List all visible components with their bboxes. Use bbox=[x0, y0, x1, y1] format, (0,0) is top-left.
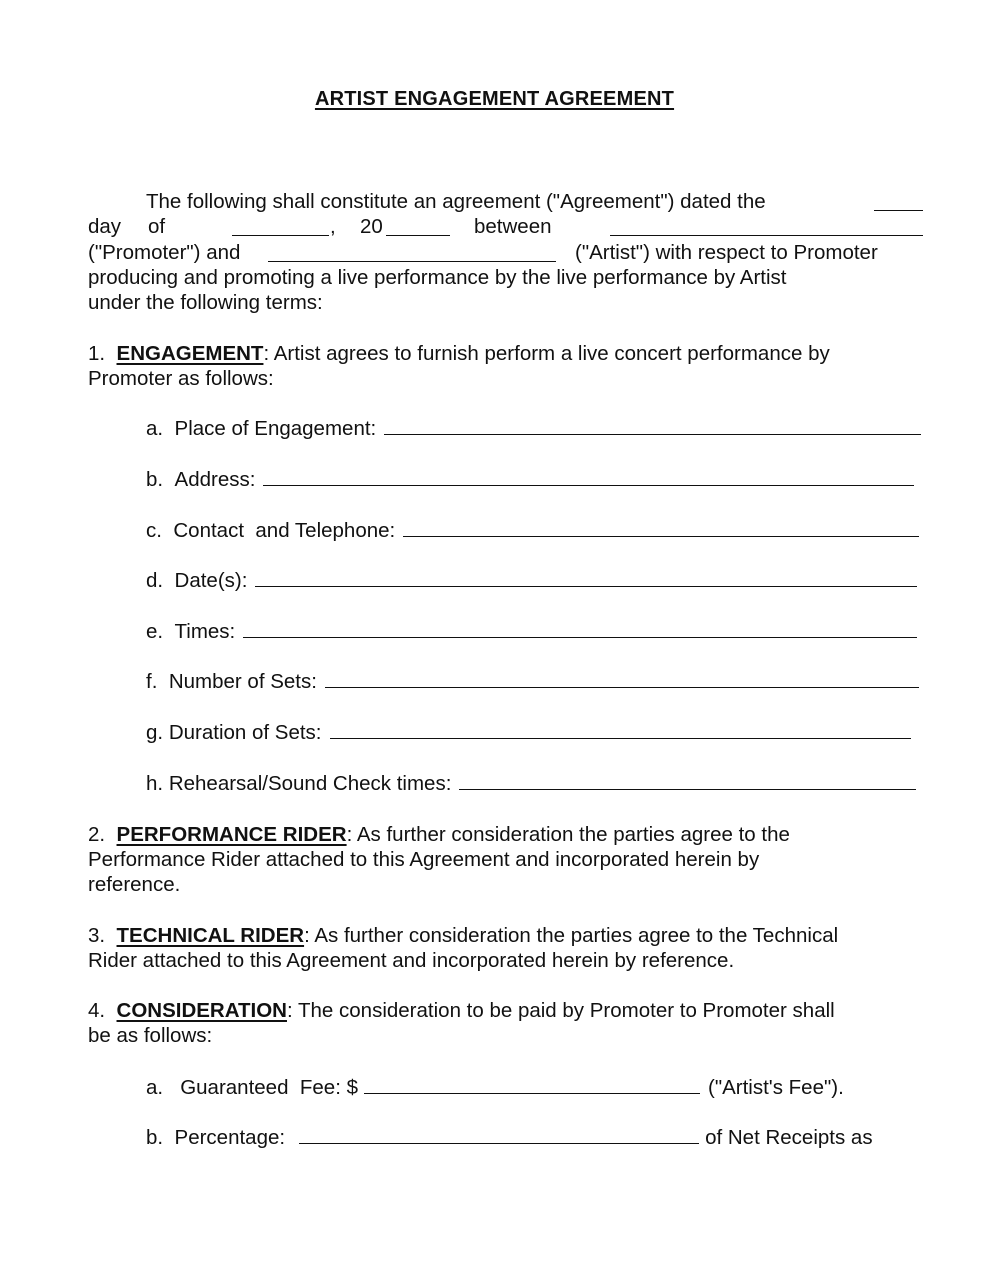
section-4-line-2: be as follows: bbox=[88, 1024, 213, 1047]
engagement-item-e: e. Times: bbox=[146, 619, 917, 644]
intro-line-5: under the following terms: bbox=[88, 291, 323, 314]
artist-name-blank[interactable] bbox=[268, 243, 556, 262]
section-2-line-2: Performance Rider attached to this Agreement and incorporated herein by bbox=[88, 848, 760, 871]
engagement-item-c: c. Contact and Telephone: bbox=[146, 518, 919, 543]
intro-line-1: The following shall constitute an agreement ("Agreement") dated the bbox=[146, 190, 766, 213]
dates-field[interactable] bbox=[255, 568, 917, 587]
engagement-item-g: g. Duration of Sets: bbox=[146, 720, 911, 745]
engagement-item-b: b. Address: bbox=[146, 467, 914, 492]
address-field[interactable] bbox=[263, 467, 914, 486]
section-1-line-2: Promoter as follows: bbox=[88, 367, 274, 390]
engagement-item-f: f. Number of Sets: bbox=[146, 669, 919, 694]
engagement-item-a: a. Place of Engagement: bbox=[146, 416, 921, 441]
month-blank[interactable] bbox=[232, 217, 329, 236]
day-blank[interactable] bbox=[874, 192, 923, 211]
contact-field[interactable] bbox=[403, 518, 919, 537]
section-2-heading: PERFORMANCE RIDER bbox=[116, 823, 347, 846]
section-1-line-1: 1. ENGAGEMENT: Artist agrees to furnish perform a live concert performance by bbox=[88, 342, 830, 365]
guaranteed-fee-field[interactable] bbox=[364, 1075, 700, 1094]
document-title: ARTIST ENGAGEMENT AGREEMENT bbox=[314, 88, 675, 110]
intro-line-4: producing and promoting a live performance by the live performance by Artist bbox=[88, 266, 787, 289]
rehearsal-times-field[interactable] bbox=[459, 771, 916, 790]
place-field[interactable] bbox=[384, 416, 921, 435]
section-2-line-1: 2. PERFORMANCE RIDER: As further consideration the parties agree to the bbox=[88, 823, 790, 846]
section-4-line-1: 4. CONSIDERATION: The consideration to be paid by Promoter to Promoter shall bbox=[88, 999, 835, 1022]
times-field[interactable] bbox=[243, 619, 917, 638]
engagement-item-d: d. Date(s): bbox=[146, 568, 917, 593]
duration-of-sets-field[interactable] bbox=[330, 720, 911, 739]
section-3-line-1: 3. TECHNICAL RIDER: As further consideration the parties agree to the Technical bbox=[88, 924, 839, 947]
intro-line-2: day bbox=[88, 215, 122, 238]
section-3-line-2: Rider attached to this Agreement and incorporated herein by reference. bbox=[88, 949, 735, 972]
section-4-heading: CONSIDERATION bbox=[116, 999, 287, 1022]
section-1-heading: ENGAGEMENT bbox=[116, 342, 264, 365]
promoter-name-blank[interactable] bbox=[610, 217, 923, 236]
section-2-line-3: reference. bbox=[88, 873, 181, 896]
number-of-sets-field[interactable] bbox=[325, 669, 919, 688]
engagement-item-h: h. Rehearsal/Sound Check times: bbox=[146, 771, 916, 796]
consideration-item-a: a. Guaranteed Fee: $ ("Artist's Fee"). bbox=[146, 1076, 844, 1099]
intro-line-3: ("Promoter") and bbox=[88, 241, 241, 264]
agreement-page: ARTIST ENGAGEMENT AGREEMENT The following shall constitute an agreement ("Agreement") dated the day of , 20 between ("Promoter") and ("Artist") with respect to Promoter producing and promoting a live performance by the live performance by Artist under the following terms: 1. ENGAGEMENT: Artist agrees to furnish perform a live concert performance by Promoter as follows: a. Place of Engagement: b. Address: c. Contact and Telephone: d. Date(s): e. Times: f. Number of Sets: g. Duration of Sets: h. Rehearsal/Sound Check times: 2. PERFORMANCE RIDER: As further consideration the parties agree to the Performance Rider attached to this Agreement and incorporated herein by reference. 3. TECHNICAL RIDER: As further consideration the parties agree to the Technical Rider attached to this Agreement and incorporated herein by reference. 4. CONSIDERATION: The consideration to be paid by Promoter to Promoter shall be as follows: a. Guaranteed Fee: $ ("Artist's Fee"). b. Percentage: of Net Receipts as bbox=[0, 0, 989, 1280]
section-3-heading: TECHNICAL RIDER bbox=[116, 924, 305, 947]
percentage-field[interactable] bbox=[299, 1125, 699, 1144]
year-blank[interactable] bbox=[386, 217, 450, 236]
consideration-item-b: b. Percentage: of Net Receipts as bbox=[146, 1126, 873, 1149]
